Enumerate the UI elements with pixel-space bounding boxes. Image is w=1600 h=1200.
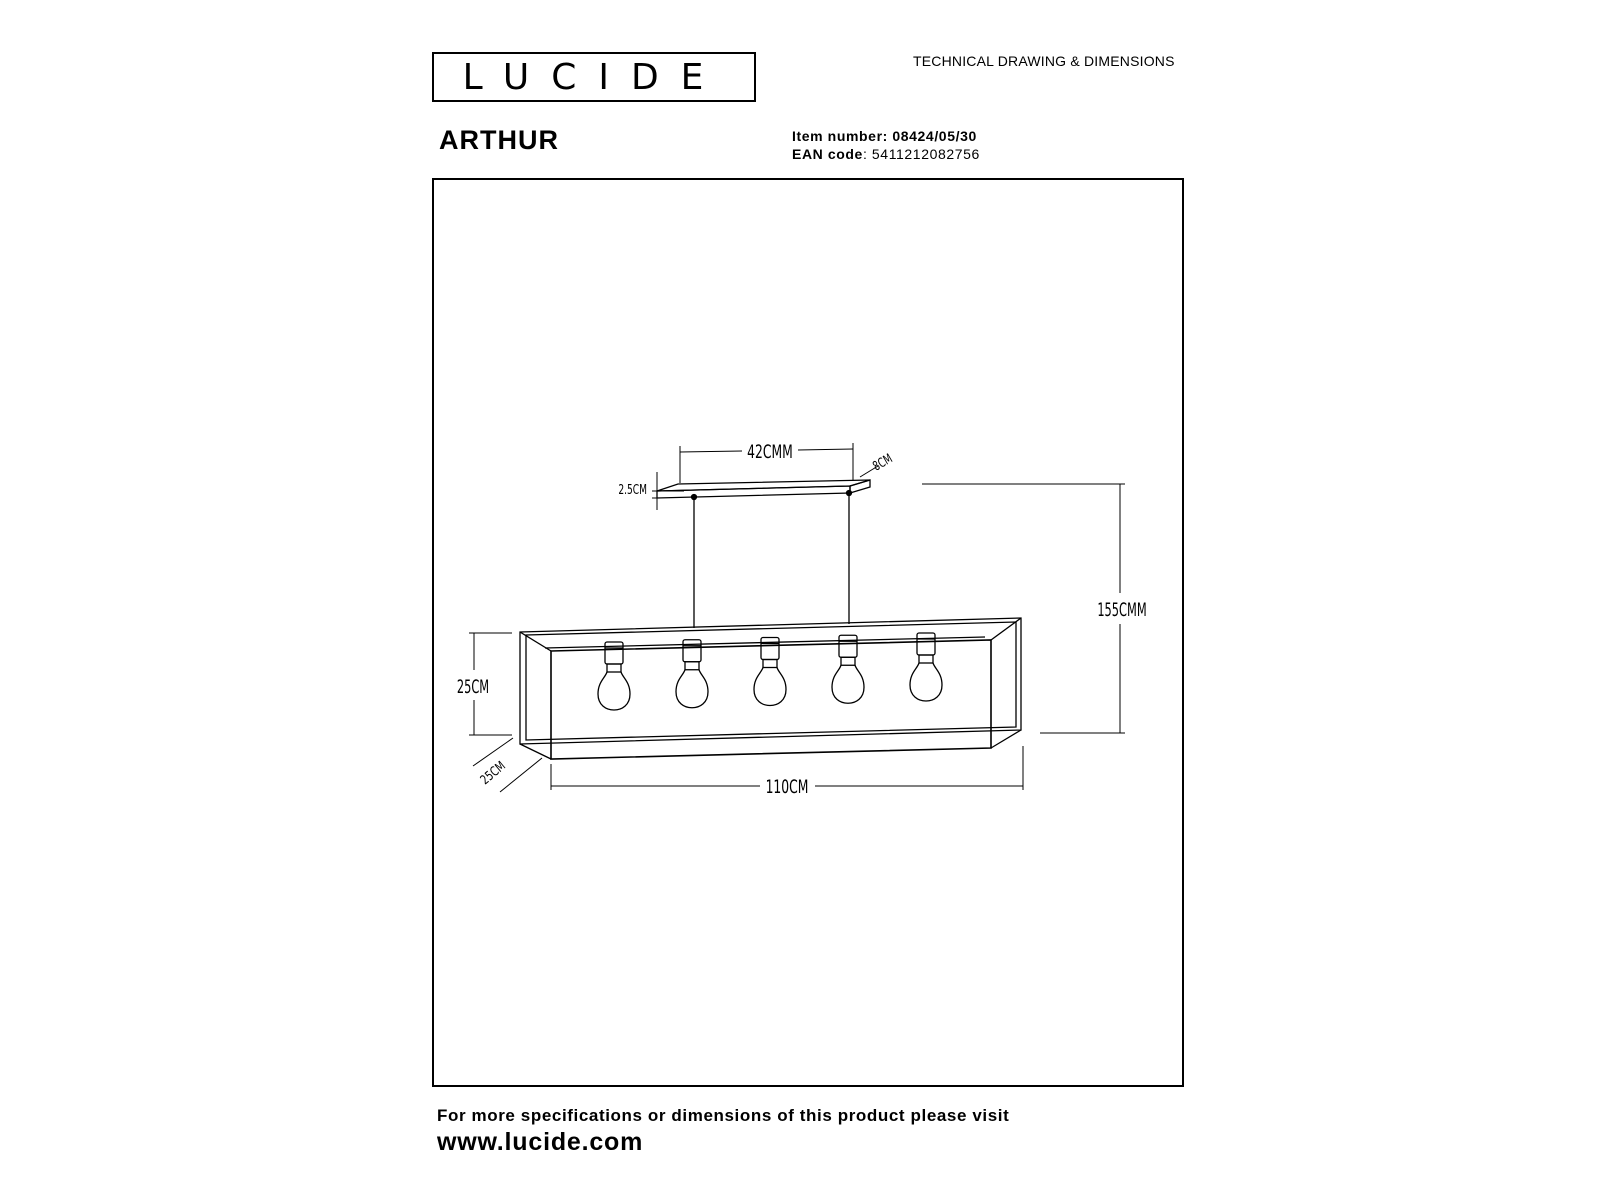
bulb-glass [754, 668, 786, 706]
bulb-glass [676, 670, 708, 708]
ean-value: : 5411212082756 [862, 146, 980, 162]
website-link[interactable]: www.lucide.com [437, 1128, 644, 1156]
dim-canopy-width: 42CMM [747, 440, 793, 463]
bulb [754, 638, 786, 706]
document-type-label: TECHNICAL DRAWING & DIMENSIONS [913, 53, 1175, 69]
logo-text: LUCIDE [462, 57, 726, 98]
bulb-socket [683, 640, 701, 662]
bulb-socket [917, 633, 935, 655]
ean-label: EAN code [792, 146, 863, 162]
bulb [676, 640, 708, 708]
bulb-glass [910, 663, 942, 701]
dim-frame-width: 110CM [765, 775, 809, 798]
bulb-socket [605, 642, 623, 664]
item-number-value: 08424/05/30 [892, 128, 977, 144]
canopy-shape [657, 480, 870, 498]
bulb-socket [839, 635, 857, 657]
lamp-frame [520, 618, 1021, 759]
bulb [910, 633, 942, 701]
product-name: ARTHUR [439, 125, 559, 155]
bulb [832, 635, 864, 703]
bulb-glass [598, 672, 630, 710]
bulb [598, 642, 630, 710]
bulb-glass [832, 665, 864, 703]
bulb-socket [761, 638, 779, 660]
dim-canopy-height: 2.5CM [618, 482, 647, 498]
dim-frame-height: 25CM [456, 674, 490, 698]
item-number-label: Item number: [792, 128, 888, 144]
dim-canopy-depth: 8CM [870, 450, 896, 475]
bulb-group [598, 633, 942, 710]
dim-frame-depth: 25CM [477, 757, 509, 788]
dim-total-height: 155CMM [1097, 597, 1147, 621]
footer-note: For more specifications or dimensions of this product please visit [437, 1106, 1010, 1125]
